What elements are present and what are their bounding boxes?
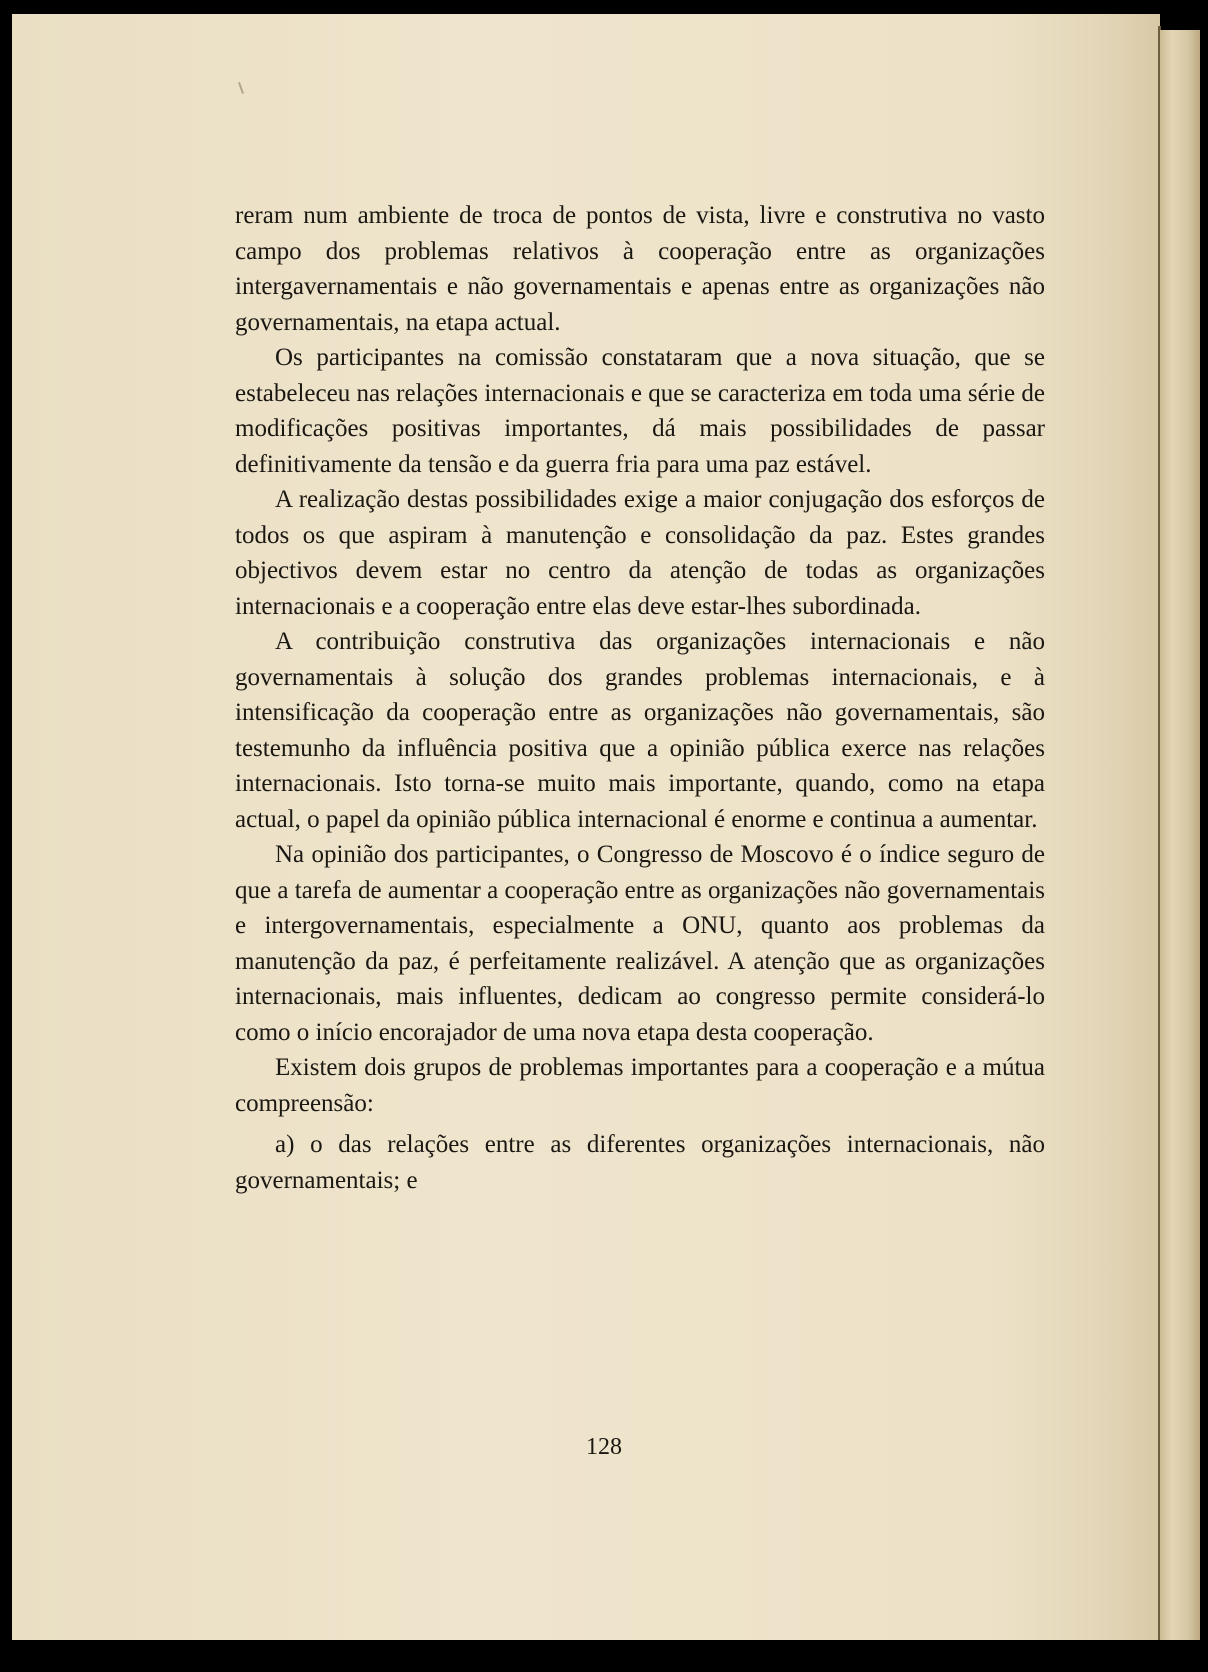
paragraph: A realização destas possibilidades exige a maior conjugação dos esforços de todos os que aspiram à manutenção e consolidação da paz. Estes grandes objectivos devem estar no centro da atenção de todas as organizações internacionais e a cooperação entre elas deve estar-lhes subordinada. [235,486,1045,620]
paragraph: A contribuição construtiva das organizações internacionais e não governamentais à solução dos grandes problemas internacionais, e à intensificação da cooperação entre as organizações não governamentais, são testemunho da influência positiva que a opinião pública exerce nas relações internacionais. Isto torna-se muito mais importante, quando, como na etapa actual, o papel da opinião pública internacional é enorme e continua a aumentar. [235,628,1045,833]
paragraph: Existem dois grupos de problemas importantes para a cooperação e a mútua compreensão: [235,1054,1045,1117]
paragraph: Na opinião dos participantes, o Congresso de Moscovo é o índice seguro de que a tarefa de aumentar a cooperação entre as organizações não governamentais e intergovernamentais, especialmente a ONU, quanto aos problemas da manutenção da paz, é perfeitamente realizável. A atenção que as organizações internacionais, mais influentes, dedicam ao congresso permite considerá-lo como o início encorajador de uma nova etapa desta cooperação. [235,841,1045,1046]
paragraph: Os participantes na comissão constataram que a nova situação, que se estabeleceu nas relações internacionais e que se caracteriza em toda uma série de modificações positivas importantes, dá mais possibilidades de passar definitivamente da tensão e da guerra fria para uma paz estável. [235,344,1045,478]
page-number: 128 [586,1434,622,1460]
body-text [235,198,1045,1198]
next-page-edge [1160,30,1200,1640]
paragraph: reram num ambiente de troca de pontos de vista, livre e construtiva no vasto campo dos problemas relativos à cooperação entre as organizações intergavernamentais e não governamentais e apenas entre as organizações não governamentais, na etapa actual. [235,202,1045,336]
scan-border [0,1640,1208,1672]
list-item: a) o das relações entre as diferentes organizações internacionais, não governamentais; e [235,1131,1045,1194]
